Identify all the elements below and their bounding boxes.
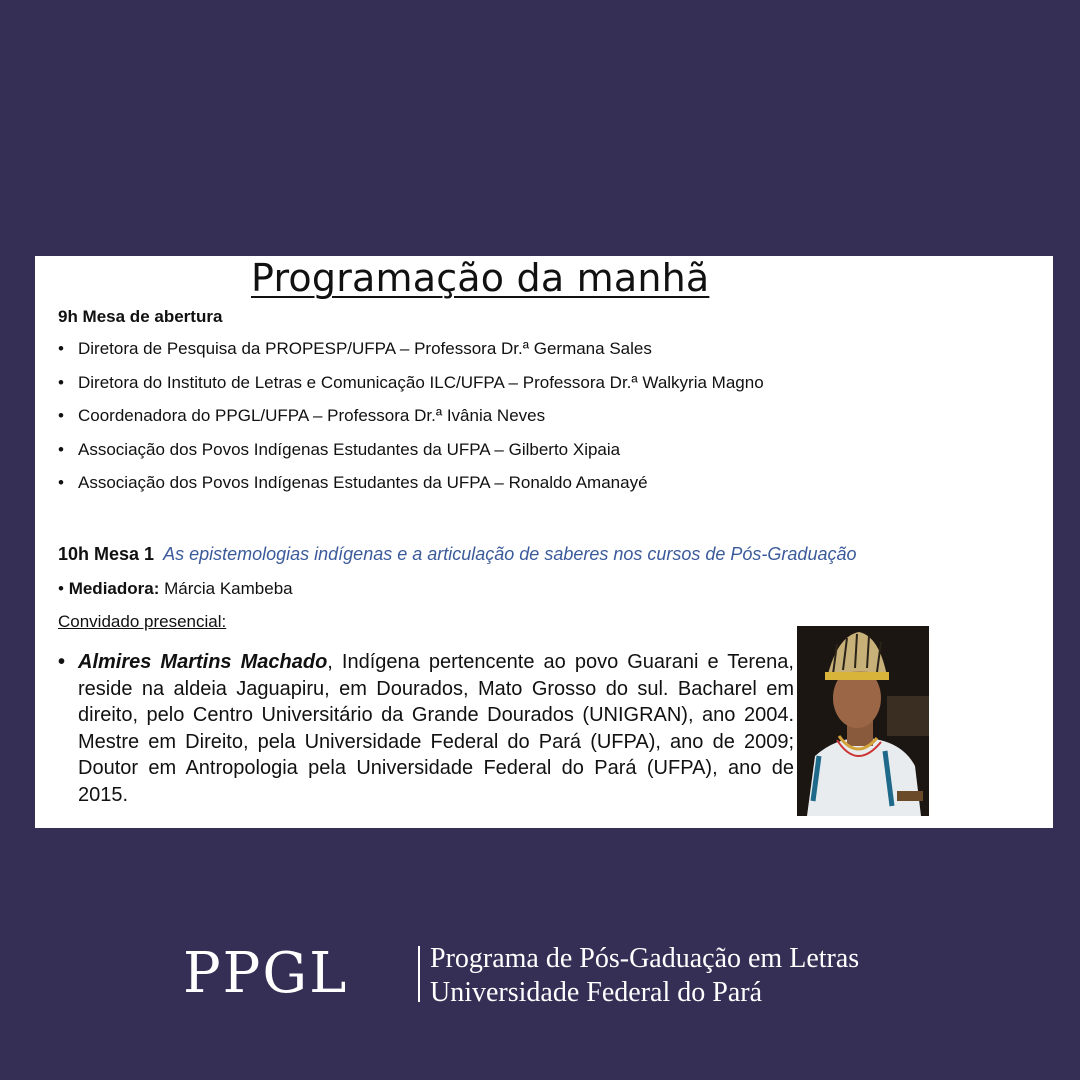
bullet-icon: • xyxy=(58,372,64,392)
portrait-image xyxy=(797,626,929,816)
list-item: • Associação dos Povos Indígenas Estudantes da UFPA – Gilberto Xipaia xyxy=(58,439,621,459)
bullet-icon: • xyxy=(58,406,64,425)
list-item: • Diretora do Instituto de Letras e Comunicação ILC/UFPA – Professora Dr.ª Walkyria Magno xyxy=(58,372,764,392)
bullet-icon: • xyxy=(58,579,64,598)
page-title: Programação da manhã xyxy=(251,256,710,300)
session2-heading xyxy=(58,544,856,565)
ppgl-logo: PPGL xyxy=(183,941,349,1006)
footer-institution xyxy=(430,942,859,1010)
bullet-icon: • xyxy=(58,651,66,673)
footer-university-name: Universidade Federal do Pará xyxy=(430,977,762,1008)
guest-bio xyxy=(58,649,794,808)
bullet-icon: • xyxy=(58,439,64,459)
mediadora-label: Mediadora: xyxy=(68,579,160,598)
bullet-icon: • xyxy=(58,473,64,492)
program-card xyxy=(35,256,1053,828)
list-item: • Associação dos Povos Indígenas Estudantes da UFPA – Ronaldo Amanayé xyxy=(58,473,648,492)
session1-heading: 9h Mesa de abertura xyxy=(58,307,223,326)
list-item: • Coordenadora do PPGL/UFPA – Professora Dr.ª Ivânia Neves xyxy=(58,406,546,425)
mediadora-line xyxy=(58,579,293,599)
list-item: • Diretora de Pesquisa da PROPESP/UFPA – Professora Dr.ª Germana Sales xyxy=(58,339,652,358)
footer-program-name: Programa de Pós-Gaduação em Letras xyxy=(430,943,860,974)
footer-divider xyxy=(418,946,420,1002)
convidado-label: Convidado presencial: xyxy=(58,612,227,631)
guest-name: Almires Martins Machado xyxy=(78,651,328,673)
guest-bio-text: , Indígena pertencente ao povo Guarani e Terena, reside na aldeia Jaguapiru, em Dourados, Mato Grosso do sul. Bacharel em direito, pelo Centro Universitário da Grande Dourados (UNIGRAN), ano 2004. Mestre em Direito, pela Universidade Federal do Pará (UFPA), ano de 2009; Doutor em Antropologia pela Universidade Federal do Pará (UFPA), ano de 2015. xyxy=(78,651,794,806)
mediadora-name: Márcia Kambeba xyxy=(164,579,293,598)
bullet-icon: • xyxy=(58,339,64,358)
session1-list xyxy=(58,339,764,507)
guest-photo xyxy=(797,626,929,816)
session2-time: 10h Mesa 1 xyxy=(58,544,155,564)
session2-theme: As epistemologias indígenas e a articulação de saberes nos cursos de Pós-Graduação xyxy=(163,544,857,564)
